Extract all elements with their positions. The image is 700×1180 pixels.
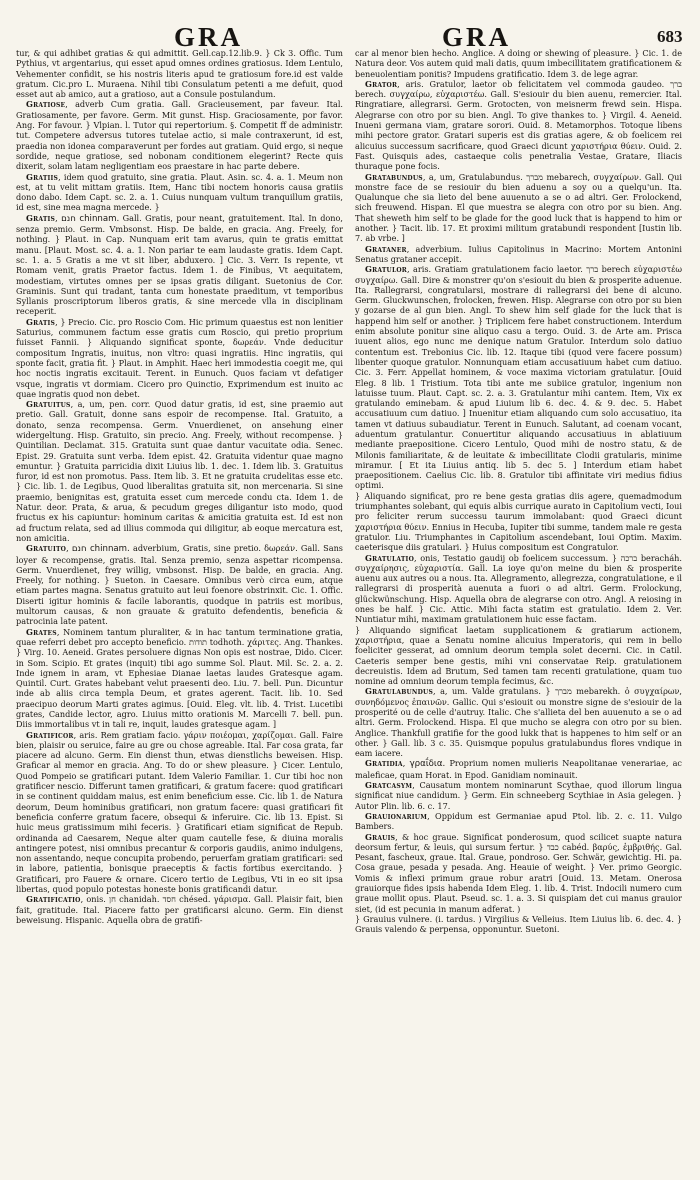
entry-foreign-gloss: חנם chinnam. [61,213,120,224]
entry-text: tur, & qui adhibet gratias & qui admittit. Gell.cap.12.lib.9. } Ck 3. Offic. Tum Pythius, vt argentarius, qui esset apud omnes ordines gratiosus. Idem Lentulo, Vehementer confidit, se his nostris literis apud te gratiosum fore.id est valde gratum. Cic.pro L. Muraena. Nihil tibi Consulatum petenti a me defuit, quod esset aut ab amico, aut a gratioso, aut a Consule postulandum. [16,48,343,100]
entry-headword: Grator [365,78,398,89]
entry-text: & hoc graue. Significat ponderosum, quod scilicet suapte natura deorsum fertur, & leuis, qui sursum fertur. } כבד cabéd. βαρύς, ἐμβριθής. Gal. Pesant, fascheux, graue. Ital. Graue, pondroso. Ger. Schwär, gewichtig. Hi. pa. Cosa graue, pesada y pesada. Ang. Heauie of weight. } Ver. primo Georgic. Vomis & inflexi primum graue robur aratri [Ouid. 13. Metam. Onerosa grauiorque fides ipsis habenda Idem Eleg. 1. lib. 4. Trist. Indocili numero cum graue mollit opus. Plaut. Pseud. sc. 1. a. 3. Si quispiam det cui manus grauior siet, (id est pecunia in manum adferat. ) [355,831,682,914]
entry-headword: Gratificatio [26,894,81,905]
dictionary-entry: Grauionarium, Oppidum est Germaniae apud Ptol. lib. 2. c. 11. Vulgo Bambers. [355,810,682,832]
entry-text: adverb Cum gratia. Gall. Gracieusement, par faveur. Ital. Gratiosamente, per favore. Germ. Mit gunst. Hisp. Graciosamente, por favor. Ang. For favour. } Vlpian. l. Tutor qui repertorium. §. Competit ff de administr. tut. Competere adversus tutores tutelae actio, si male contraxerunt, id est, praedia non idonea comparaverunt per fordes aut gratiam. Quid ergo, si neque sordide, neque gratiose, sed nobonam conditionem elegerint? Recte quis dixerit, solam latam negligentiam eos praestare in hac parte debere. [16,99,343,172]
entry-headword: Gratulor [365,264,407,275]
entry-text: aris. Gratulor, laetor ob felicitatem vel commoda gaudeo. ברך berech. συγχαίρω, εὐχαριστέω. Gall. S'esiouir du bien auenu, remercier. Ital. Ringratiare, allegrarsi. Germ. Grotocten, von meisnerm frewd sein. Hispa. Alegrarse con otro por su bien. Angl. To give thankes to. } Virgil. 4. Aeneid. Inueni germana viam, gratare sorori. Ouid. 8. Metamorphos. Totoque libens mihi pectore grator. Gratari superis est dis gratias agere, & ob foelicem rei alicuius successum sacrificare, quod Graeci dicunt χαριστήρια θύειν. Ouid. 2. Fast. Quisquis ades, castaeque colis penetralia Vestae, Gratare, Iliacis thuraque pone focis. [355,78,682,172]
entry-text: } Precio. Cic. pro Roscio Com. Hic primum quaestus est non lenitier Saturius, communem factum esse gratis cum Roscio, qui pretio proprium fuisset Fannii. } Aliquando significat sponte, δωρεάν. Vnde deducitur compositum Ingratis, inuitus, non vltro: quasi ingratiis. Hinc ingratiis, qui sponte facit, gratia fit. } Plaut. in Amphit. Haec heri immodestia coegit me, qui hoc noctis ingratis excitauit. Terent. in Eunuch. Quos faciam vt defatiger vsque, ingratis vt dormiam. Cicero pro Quinctio, Exprimendum est inuito ac quae ingratis quod non debet. [16,316,343,399]
entry-headword: Gratcasym [365,780,413,791]
dictionary-entry: Gratuitus, a, um, pen. corr. Quod datur gratis, id est, sine praemio aut pretio. Gall. Gratuit, donne sans espoir de recompense. Ital. Gratuito, a donato, senza recompensa. Germ. Vnuerdienet, on ansehung einer widergeltung. Hisp. Gratuito, sin precio. Ang. Freely, without recompense. } Quintilian. Declamat. 315. Gratuita sunt quae dantur vacuitate odia. Senec. Epist. 29. Gratuita sunt verba. Idem epist. 42. Gratuita videntur quae magno emuntur. } Gratuita parricidia dixit Liuius lib. 1. dec. 1. Idem lib. 3. Gratuitus furor, id est non promotus. Pass. Item lib. 3. Et ne gratuita crudelitas esse etc. } Cic. lib. 1. de Legibus, Quod liberalitas gratuita sit, non mercenaria. Si sine praemio, benignitas est, gratuita esset cum mercede condu cta. Idem 1. de Natur. deor. Prata, & arua, & pecudum greges diligantur isto modo, quod fructus ex his capiuntur: hominum caritas & amicitia gratuita est. Id est non ad fructum relata, sed ad illius commoda qui diligitur, ab eoque mercatura est, non amicitia. [16,399,343,543]
dictionary-entry: Gratiose, adverb Cum gratia. Gall. Gracieusement, par faveur. Ital. Gratiosamente, per favore. Germ. Mit gunst. Hisp. Graciosamente, por favor. Ang. For favour. } Vlpian. l. Tutor qui repertorium. §. Competit ff de administr. tut. Competere adversus tutores tutelae actio, si male contraxerunt, id est, praedia non idonea comparaverunt per fordes aut gratiam. Quid ergo, si neque sordide, neque gratiose, sed nobonam conditionem elegerint? Recte quis dixerit, solam latam negligentiam eos praestare in hac parte debere. [16,99,343,172]
entry-text: idem quod gratuito, sine gratia. Plaut. Asin. sc. 4. a. 1. Meum non est, at tu velit mittam gratiis. Item, Hanc tibi noctem honoris causa gratiis dono dabo. Idem Capt. sc. 2. a. 1. Cuius nunquam vultum tranquillum gratiis, id est, sine mea magna mercede. } [16,171,343,213]
entry-text: onis. חן chanidah. חסד chésed. γάρισμα. Gall. Plaisir fait, bien fait, gratitude. Ital. Piacere fatto per gratificarsi alcuno. Germ. Ein dienst beweisung. Hispanic. Aquella obra de gratifi- [16,894,343,925]
entry-text: Oppidum est Germaniae apud Ptol. lib. 2. c. 11. Vulgo Bambers. [355,810,682,832]
dictionary-entry: Grator, aris. Gratulor, laetor ob felicitatem vel commoda gaudeo. ברך berech. συγχαίρω, εὐχαριστέω. Gall. S'esiouir du bien auenu, remercier. Ital. Ringratiare, allegrarsi. Germ. Grotocten, von meisnerm frewd sein. Hispa. Alegrarse con otro por su bien. Angl. To give thankes to. } Virgil. 4. Aeneid. Inueni germana viam, gratare sorori. Ouid. 8. Metamorphos. Totoque libens mihi pectore grator. Gratari superis est dis gratias agere, & ob foelicem rei alicuius successum sacrificare, quod Graeci dicunt χαριστήρια θύειν. Ouid. 2. Fast. Quisquis ades, castaeque colis penetralia Vestae, Gratare, Iliacis thuraque pone focis. [355,78,682,172]
dictionary-entry [355,48,682,79]
entry-text: a, um, Gratulabundus. מברך mebarech, συγχαίρων. Gall. Qui monstre face de se resiouir du bien aduenu a soy ou a quelqu'un. Ita. Qualunque che sia lieto del bene auuenuto a se o ad altri. Ger. Frolockend, sich freuwend. Hispan. El que muestra se alegra con otro por su bien. Ang. That sheweth him self to be glade for the good luck that is happend to him or another. } Tacit. lib. 17. Et proximi militum gratabundi respondent [Iustin lib. 7. ab vrbe. ] [355,171,682,244]
dictionary-columns [16,48,682,1170]
running-head-left: GRA [174,22,243,52]
entry-headword: Gratiose [26,99,66,110]
entry-text: } Aliquando significat laetam supplicationem & gratiarum actionem, χαριστήρια, quae a Senatu nomine alicuius Imperatoris, qui rem in bello foeliciter gesserat, ad omnium deorum templa solet decerni. Cic. in Catil. Caeteris semper bene gestis, mihi vni conservatae Reip. gratulationem decreuistis. Idem ad Brutum, Sed tamen tam recenti gratulatione, quam tuo nomine ad omnium deorum templa fecimus, &c. [355,624,682,687]
entry-text: adverbium. Iulius Capitolinus in Macrino: Mortem Antonini Senatus grataner accepit. [355,243,682,264]
dictionary-entry [16,48,343,99]
entry-foreign-gloss: חנם chinnam. [71,544,130,555]
dictionary-entry [355,914,682,935]
entry-text: } Grauius vulnere. (i. tardus. ) Virgilius & Velleius. Item Liuius lib. 6. dec. 4. } Grauis valendo & perpensa, opponuntur. Suetoni. [355,913,682,935]
dictionary-entry: Grates, Nominem tantum pluraliter, & in hac tantum terminatione gratia, quae referri debet pro accepto beneficio. תודות todhoth. χάριτες. Ang. Thankes. } Virg. 10. Aeneid. Grates persoluere dignas Non opis est nostrae, Dido. Cicer. in Som. Scipio. Et grates (inquit) tibi ago summe Sol. Plaut. Mil. Sc. 2. a. 2. Inde ignem in aram, vt Ephesiae Dianae laetas laudes Gratesque agam. Quintil. Curt. Grates habebant velut praesenti deo. Liu. 7. bell. Pun. Dicuntur inde ab aliis circa templa Deum, et grates agerent. Tacit. lib. 10. Sed praecipuo deorum Marti grates agimus. [Ouid. Eleg. vlt. lib. 4. Trist. Lucetibi grates, Candide lector, agro. Liuius mitto orationis M. Marcelli 7. bell. pun. Diis immortalibus vt in tali re, inquit, laudes gratesque agam. ] [16,626,343,730]
dictionary-entry [355,491,682,553]
entry-text: aris. Rem gratiam facio. γάριν ποιέομαι, χαρίζομαι. Gall. Faire bien, plaisir ou seruice, faire au gre ou chose agreable. Ital. Far cosa grata, far piacere ad alcuno. Germ. Ein dienst thun, etwas dienstlichs beweisen. Hisp. Graficar al memor en gracia. Ang. To do or shew pleasure. } Cicer. Lentulo, Quod Pompeio se gratificari putant. Idem Valerio Familiar. 1. Cur tibi hoc non gratificer nescio. Differunt tamen gratificari, & gratum facere: quod gratificari in se continent quiddam maius, est enim beneficium esse. Cic. lib 1. de Natura deorum, Deum hominibus gratificari, non gratum facere: quasi gratificari fit beneficia conferre gratum facere, obsequi & inferuire. Cic. lib 13. Epist. Si huic meus gratissimum mihi feceris. } Gratificari etiam significat de Repub. ordinanda ad Caesarem, Neque alter quam cautelle fese, & diuina moralis antingere potest, nisi omnibus precantur & corporis gaudiis, animo indulgens, non assentando, neque concupita probendo, peruerfam gratiam gratificari: sed in labore, patientia, bonisque praeceptis & factis fortibus exercitando. } Gratificari, pro Fauere & ornare. Cicero tertio de Legibus, Vti in eo sit ipsa libertas, quod populo potestas honeste bonis gratificandi datur. [16,729,343,895]
entry-headword: Gratidia [365,758,403,769]
dictionary-entry: Gratis, חנם chinnam. Gall. Gratis, pour neant, gratuitement. Ital. In dono, senza premio. Germ. Vmbsonst. Hisp. De balde, en gracia. Ang. Freely, for nothing. } Plaut. in Cap. Nunquam erit tam avarus, quin te gratis emittat manu. [Plaut. Most. sc. 4. a. 1. Non pariar te eam laudaste gratis. Idem Capt. sc. 1. a. 5 Gratis a me vt sit liber, abduxero. ] Cic. 3. Verr. Is repente, vt Romam venit, gratis Praetor factus. Idem 1. de Finibus, Vt aequitatem, modestiam, virtutes omnes per se ipsas gratis diligant. Suetonius de Cor. Graminis. Sunt qui tradant, tanta cum honestate praeditum, vt temporibus Syllanis proscriptorum liberos gratis, & sine mercede vlla in disciplinam receperit. [16,212,343,317]
dictionary-entry: Gratis, } Precio. Cic. pro Roscio Com. Hic primum quaestus est non lenitier Saturius, communem factum esse gratis cum Roscio, qui pretio proprium fuisset Fannii. } Aliquando significat sponte, δωρεάν. Vnde deducitur compositum Ingratis, inuitus, non vltro: quasi ingratiis. Hinc ingratiis, qui sponte facit, gratia fit. } Plaut. in Amphit. Haec heri immodestia coegit me, qui hoc noctis ingratis excitauit. Terent. in Eunuch. Quos faciam vt defatiger vsque, ingratis vt dormiam. Cicero pro Quinctio, Exprimendum est inuito ac quae ingratis quod non debet. [16,316,343,399]
dictionary-entry: Gratulabundus, a, um. Valde gratulans. } מברך mebarekh. ὁ συγχαίρων, συνηδόμενος ἐπαινῶν. Gallic. Qui s'esiouit ou monstre signe de s'esiouir de la prosperité ou de celle d'autruy. Italic. Che s'allieta del ben auuenuto a se o ad altri. Germ. Frolockend. Hispa. El que mucho se alegra con otro por su bien. Anglice. Thankfull gratifie for the good lukk that is happenes to him self or an other. } Gall. lib. 3 c. 35. Quismque populus gratulabundus flores vndique in eam iacere. [355,686,682,759]
entry-headword: Grauionarium [365,810,428,821]
entry-headword: Gratabundus [365,171,423,182]
dictionary-entry: Gratidia, γραΐδια. Proprium nomen mulieris Neapolitanae venerariae, ac maleficae, quam Horat. in Epod. Ganidiam nominauit. [355,758,682,780]
dictionary-entry: Gratificor, aris. Rem gratiam facio. γάριν ποιέομαι, χαρίζομαι. Gall. Faire bien, plaisir ou seruice, faire au gre ou chose agreable. Ital. Far cosa grata, far piacere ad alcuno. Germ. Ein dienst thun, etwas dienstlichs beweisen. Hisp. Graficar al memor en gracia. Ang. To do or shew pleasure. } Cicer. Lentulo, Quod Pompeio se gratificari putant. Idem Valerio Familiar. 1. Cur tibi hoc non gratificer nescio. Differunt tamen gratificari, & gratum facere: quod gratificari in se continent quiddam maius, est enim beneficium esse. Cic. lib 1. de Natura deorum, Deum hominibus gratificari, non gratum facere: quasi gratificari fit beneficia conferre gratum facere, obsequi & inferuire. Cic. lib 13. Epist. Si huic meus gratissimum mihi feceris. } Gratificari etiam significat de Repub. ordinanda ad Caesarem, Neque alter quam cautelle fese, & diuina moralis antingere potest, nisi omnibus precantur & corporis gaudiis, animo indulgens, non assentando, neque concupita probendo, peruerfam gratiam gratificari: sed in labore, patientia, bonisque praeceptis & factis fortibus exercitando. } Gratificari, pro Fauere & ornare. Cicero tertio de Legibus, Vti in eo sit ipsa libertas, quod populo potestas honeste bonis gratificandi datur. [16,729,343,895]
dictionary-entry: Gratabundus, a, um, Gratulabundus. מברך mebarech, συγχαίρων. Gall. Qui monstre face de se resiouir du bien aduenu a soy ou a quelqu'un. Ita. Qualunque che sia lieto del bene auuenuto a se o ad altri. Ger. Frolockend, sich freuwend. Hispan. El que muestra se alegra con otro por su bien. Ang. That sheweth him self to be glade for the good luck that is happend to him or another. } Tacit. lib. 17. Et proximi militum gratabundi respondent [Iustin lib. 7. ab vrbe. ] [355,171,682,244]
entry-text: Proprium nomen mulieris Neapolitanae venerariae, ac maleficae, quam Horat. in Epod. Ganidiam nominauit. [355,758,682,780]
entry-text: aris. Gratiam gratulationem facio laetor. ברך berech εὐχαριστέω συγχαίρω. Gall. Dire & monstrer qu'on s'esiouit du bien & prosperite aduenue. Ita. Rallegrarsi, congratularsi, mostrare di rallegrarsi dei bene di alcuno. Germ. Gluckwunschen, frolocken, frewen. Hisp. Alegrarse con otro por su bien y gozarse de al gun bien. Angl. To shew him self glade for the luck that is happend him self or another. } Triplicem fere habet constructionem. Interdum enim absolute ponitur sine aliquo casu a tergo. Ouid. 3. de Arte am. Prisca iuuent alios, ego nunc me denique natum Gratulor. Interdum solo datiuo contentum est. Trebonius Cic. lib. 12. Itaque tibi (quod vere facere possum) libenter quoque gratulor. Nonnunquam etiam accusatiuum habet cum datiuo. Cic. 3. Ferr. Appellat hominem, & voce maxima victoriam gratulatur. [Ouid Eleg. 8 lib. 1 Tristium. Tota tibi ante me subiice gratulor, ingenium non latuisse tuum. Plaut. Capt. sc. 2. a. 3. Gratulantur mihi cantem. Item, Vix ex gratulando eminebam. & apud Liuium lib 6. dec. 4. & 9. dec. 5. Habet accusatiuum cum datiuo. ] Inuenitur etiam aliquando cum solo accusatiuo, ita tamen vt datiuus subaudiatur. Terent in Eunuch. Salutant, ad coenam vocant, aduentum gratulantur. Conuertitur aliquando accusatiuus in ablatiuum mediante praepositione. Cicero Lentulo, Quod mihi de nostro statu, & de Milonis familiaritate, & de leuitate & imbecillitate Clodii gratularis, minime miramur. [ Et ita Liuius antiq. lib 5. dec 5. ] Interdum etiam habet praepositionem. Caelius Cic. lib. 8. Gratulor tibi affinitate viri medius fidius optimi. [355,264,682,491]
entry-text: adverbium, Gratis, sine pretio. δωρεάν. Gall. Sans loyer & recompense, gratis. Ital. Senza premio, senza aspettar ricompensa. Germ. Vnuerdienet, frey willig, vmbsonst. Hisp. De balde, en gracia. Ang. Freely, for nothing. } Sueton. in Caesare. Omnibus verò circa eum, atque etiam partes magna. Senatus gratuito aut leui foenore obstrinxit. Cic. 1. Offic. Diserti igitur hominis & facile laborantis, quodque in patriis est moribus, multorum causas, & non grauate & gratuito defendentis, beneficia & patrocinia late patent. [16,543,343,627]
entry-headword: Gratis [26,316,56,327]
entry-text: Gall. Gratis, pour neant, gratuitement. Ital. In dono, senza premio. Germ. Vmbsonst. Hisp. De balde, en gracia. Ang. Freely, for nothing. } Plaut. in Cap. Nunquam erit tam avarus, quin te gratis emittat manu. [Plaut. Most. sc. 4. a. 1. Non pariar te eam laudaste gratis. Idem Capt. sc. 1. a. 5 Gratis a me vt sit liber, abduxero. ] Cic. 3. Verr. Is repente, vt Romam venit, gratis Praetor factus. Idem 1. de Finibus, Vt aequitatem, modestiam, virtutes omnes per se ipsas gratis diligant. Suetonius de Cor. Graminis. Sunt qui tradant, tanta cum honestate praeditum, vt temporibus Syllanis proscriptorum liberos gratis, & sine mercede vlla in disciplinam receperit. [16,212,343,317]
dictionary-entry: Gratificatio, onis. חן chanidah. חסד chésed. γάρισμα. Gall. Plaisir fait, bien fait, gratitude. Ital. Piacere fatto per gratificarsi alcuno. Germ. Ein dienst beweisung. Hispanic. Aquella obra de gratifi- [16,894,343,925]
entry-headword: Gratulabundus [365,686,433,697]
dictionary-entry: Grataner, adverbium. Iulius Capitolinus in Macrino: Mortem Antonini Senatus grataner accepit. [355,243,682,264]
page-number: 683 [657,27,683,46]
entry-text: Nominem tantum pluraliter, & in hac tantum terminatione gratia, quae referri debet pro accepto beneficio. תודות todhoth. χάριτες. Ang. Thankes. } Virg. 10. Aeneid. Grates persoluere dignas Non opis est nostrae, Dido. Cicer. in Som. Scipio. Et grates (inquit) tibi ago summe Sol. Plaut. Mil. Sc. 2. a. 2. Inde ignem in aram, vt Ephesiae Dianae laetas laudes Gratesque agam. Quintil. Curt. Grates habebant velut praesenti deo. Liu. 7. bell. Pun. Dicuntur inde ab aliis circa templa Deum, et grates agerent. Tacit. lib. 10. Sed praecipuo deorum Marti grates agimus. [Ouid. Eleg. vlt. lib. 4. Trist. Lucetibi grates, Candide lector, agro. Liuius mitto orationis M. Marcelli 7. bell. pun. Diis immortalibus vt in tali re, inquit, laudes gratesque agam. ] [16,626,343,730]
entry-headword: Gratiis [26,171,59,182]
entry-headword: Gratuitus [26,399,71,410]
entry-text: onis, Testatio gaudij ob foelicem successum. } ברכה beracháh. συγχαίρησις, εὐχαριστία. Gall. La ioye qu'on meine du bien & prosperite auenu aux autres ou a nous. Ita. Allegramento, allegrezza, congratulatione, e il rallegrarsi di prosperità auenuta a fuori o ad altri. Germ. Frolockung, glückwünschung. Hisp. Aquella obra de alegrarse con otro. Angl. A reiosing in ones be half. } Cic. Attic. Mihi facta statim est gratulatio. Idem 2. Ver. Nuntiatur mihi, maximam gratulationem huic esse factam. [355,552,682,625]
entry-headword: Gratuito [26,543,67,554]
dictionary-entry [355,625,682,687]
entry-headword: Grates [26,626,57,637]
entry-text: Causatum montem nominarunt Scythae, quod illorum lingua significat niue candidum. } Germ. Ein schneeberg Scythiae in Asia gelegen. } Autor Plin. lib. 6. c. 17. [355,780,682,811]
entry-text: car al menor bien hecho. Anglice. A doing or shewing of pleasure. } Cic. 1. de Natura deor. Vos autem quid mali datis, quum imbecillitatem gratificationem & beneuolentiam ponitis? Impudens gratificatio. Idem 3. de lege agrar. [355,48,682,79]
entry-headword: Gratulatio [365,552,414,563]
dictionary-entry: Gratulatio, onis, Testatio gaudij ob foelicem successum. } ברכה beracháh. συγχαίρησις, εὐχαριστία. Gall. La ioye qu'on meine du bien & prosperite auenu aux autres ou a nous. Ita. Allegramento, allegrezza, congratulatione, e il rallegrarsi di prosperità auenuta a fuori o ad altri. Germ. Frolockung, glückwünschung. Hisp. Aquella obra de alegrarse con otro. Angl. A reiosing in ones be half. } Cic. Attic. Mihi facta statim est gratulatio. Idem 2. Ver. Nuntiatur mihi, maximam gratulationem huic esse factam. [355,552,682,625]
entry-headword: Grataner [365,243,407,254]
entry-headword: Gratificor [26,729,74,740]
entry-headword: Gratis [26,212,56,223]
entry-text: a, um, pen. corr. Quod datur gratis, id est, sine praemio aut pretio. Gall. Gratuit, donne sans espoir de recompense. Ital. Gratuito, a donato, senza recompensa. Germ. Vnuerdienet, on ansehung einer widergeltung. Hisp. Gratuito, sin precio. Ang. Freely, without recompense. } Quintilian. Declamat. 315. Gratuita sunt quae dantur vacuitate odia. Senec. Epist. 29. Gratuita sunt verba. Idem epist. 42. Gratuita videntur quae magno emuntur. } Gratuita parricidia dixit Liuius lib. 1. dec. 1. Idem lib. 3. Gratuitus furor, id est non promotus. Pass. Item lib. 3. Et ne gratuita crudelitas esse etc. } Cic. lib. 1. de Legibus, Quod liberalitas gratuita sit, non mercenaria. Si sine praemio, benignitas est, gratuita esset cum mercede condu cta. Idem 1. de Natur. deor. Prata, & arua, & pecudum greges diligantur isto modo, quod fructus ex his capiuntur: hominum caritas & amicitia gratuita est. Id est non ad fructum relata, sed ad illius commoda qui diligitur, ab eoque mercatura est, non amicitia. [16,399,343,543]
entry-headword: Grauis [365,831,396,842]
entry-text: } Aliquando significat, pro re bene gesta gratias diis agere, quemadmodum triumphantes solebant, qui equis albis currique aurato in Capitolium vecti, Ioui pro feliciter rerum successu taurum immolabant: quod Graeci dicunt χαριστήρια θύειν. Ennius in Hecuba, Iupiter tibi summe, tandem male re gesta gratulor. Liu. Triumphantes in Capitolium ascendebant, Ioui Optim. Maxim. caeterisque diis gratulari. } Huius compositum est Congratulor. [355,490,682,553]
dictionary-entry: Gratuito, חנם chinnam. adverbium, Gratis, sine pretio. δωρεάν. Gall. Sans loyer & recompense, gratis. Ital. Senza premio, senza aspettar ricompensa. Germ. Vnuerdienet, frey willig, vmbsonst. Hisp. De balde, en gracia. Ang. Freely, for nothing. } Sueton. in Caesare. Omnibus verò circa eum, atque etiam partes magna. Senatus gratuito aut leui foenore obstrinxit. Cic. 1. Offic. Diserti igitur hominis & facile laborantis, quodque in patriis est moribus, multorum causas, & non grauate & gratuito defendentis, beneficia & patrocinia late patent. [16,543,343,627]
left-column [16,48,343,1170]
running-head-right: GRA [442,22,511,52]
dictionary-entry: Gratulor, aris. Gratiam gratulationem facio laetor. ברך berech εὐχαριστέω συγχαίρω. Gall. Dire & monstrer qu'on s'esiouit du bien & prosperite aduenue. Ita. Rallegrarsi, congratularsi, mostrare di rallegrarsi dei bene di alcuno. Germ. Gluckwunschen, frolocken, frewen. Hisp. Alegrarse con otro por su bien y gozarse de al gun bien. Angl. To shew him self glade for the luck that is happend him self or another. } Triplicem fere habet constructionem. Interdum enim absolute ponitur sine aliquo casu a tergo. Ouid. 3. de Arte am. Prisca iuuent alios, ego nunc me denique natum Gratulor. Interdum solo datiuo contentum est. Trebonius Cic. lib. 12. Itaque tibi (quod vere facere possum) libenter quoque gratulor. Nonnunquam etiam accusatiuum habet cum datiuo. Cic. 3. Ferr. Appellat hominem, & voce maxima victoriam gratulatur. [Ouid Eleg. 8 lib. 1 Tristium. Tota tibi ante me subiice gratulor, ingenium non latuisse tuum. Plaut. Capt. sc. 2. a. 3. Gratulantur mihi cantem. Item, Vix ex gratulando eminebam. & apud Liuium lib 6. dec. 4. & 9. dec. 5. Habet accusatiuum cum datiuo. ] Inuenitur etiam aliquando cum solo accusatiuo, ita tamen vt datiuus subaudiatur. Terent in Eunuch. Salutant, ad coenam vocant, aduentum gratulantur. Conuertitur aliquando accusatiuus in ablatiuum mediante praepositione. Cicero Lentulo, Quod mihi de nostro statu, & de Milonis familiaritate, & de leuitate & imbecillitate Clodii gratularis, minime miramur. [ Et ita Liuius antiq. lib 5. dec 5. ] Interdum etiam habet praepositionem. Caelius Cic. lib. 8. Gratulor tibi affinitate viri medius fidius optimi. [355,264,682,491]
dictionary-entry: Gratiis, idem quod gratuito, sine gratia. Plaut. Asin. sc. 4. a. 1. Meum non est, at tu velit mittam gratiis. Item, Hanc tibi noctem honoris causa gratiis dono dabo. Idem Capt. sc. 2. a. 1. Cuius nunquam vultum tranquillum gratiis, id est, sine mea magna mercede. } [16,171,343,213]
dictionary-entry: Gratcasym, Causatum montem nominarunt Scythae, quod illorum lingua significat niue candidum. } Germ. Ein schneeberg Scythiae in Asia gelegen. } Autor Plin. lib. 6. c. 17. [355,780,682,811]
dictionary-entry: Grauis, & hoc graue. Significat ponderosum, quod scilicet suapte natura deorsum fertur, & leuis, qui sursum fertur. } כבד cabéd. βαρύς, ἐμβριθής. Gal. Pesant, fascheux, graue. Ital. Graue, pondroso. Ger. Schwär, gewichtig. Hi. pa. Cosa graue, pesada y pesada. Ang. Heauie of weight. } Ver. primo Georgic. Vomis & inflexi primum graue robur aratri [Ouid. 13. Metam. Onerosa grauiorque fides ipsis habenda Idem Eleg. 1. lib. 4. Trist. Indocili numero cum graue mollit opus. Plaut. Pseud. sc. 1. a. 3. Si quispiam det cui manus grauior siet, (id est pecunia in manum adferat. ) [355,831,682,914]
right-column [355,48,682,1170]
entry-text: a, um. Valde gratulans. } מברך mebarekh. ὁ συγχαίρων, συνηδόμενος ἐπαινῶν. Gallic. Qui s'esiouit ou monstre signe de s'esiouir de la prosperité ou de celle d'autruy. Italic. Che s'allieta del ben auuenuto a se o ad altri. Germ. Frolockend. Hispa. El que mucho se alegra con otro por su bien. Anglice. Thankfull gratifie for the good lukk that is happenes to him self or an other. } Gall. lib. 3 c. 35. Quismque populus gratulabundus flores vndique in eam iacere. [355,686,682,759]
entry-foreign-gloss: γραΐδια. [409,759,446,770]
